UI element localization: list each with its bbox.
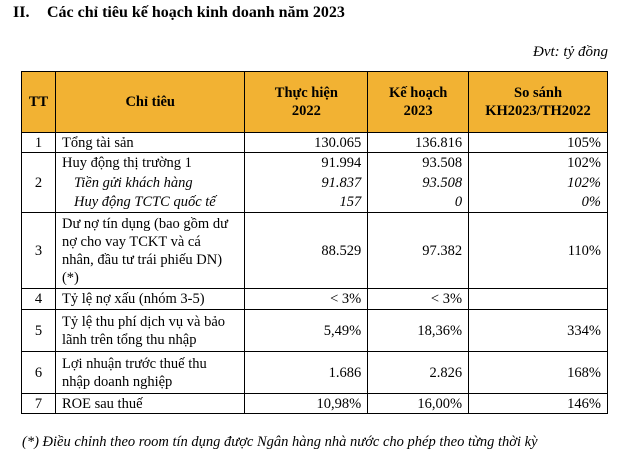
- row-so-sanh: 102%: [469, 153, 608, 173]
- row-label: ROE sau thuế: [55, 394, 245, 414]
- table-row: [22, 352, 608, 394]
- table-subrow: [22, 193, 608, 213]
- row-so-sanh: 146%: [469, 394, 608, 414]
- section-number: II.: [13, 4, 30, 21]
- table-subrow: [22, 173, 608, 193]
- section-heading: [13, 4, 345, 22]
- footnote: (*) Điều chỉnh theo room tín dụng được Ngân hàng nhà nước cho phép theo từng thời kỳ: [22, 434, 538, 450]
- table-row: [22, 289, 608, 310]
- row-label: Lợi nhuận trước thuế thu nhập doanh nghiệp: [55, 352, 245, 394]
- row-thuc-hien: 1.686: [245, 352, 368, 394]
- table-row: [22, 213, 608, 289]
- row-label: Tiền gửi khách hàng: [55, 173, 245, 193]
- row-ke-hoach: < 3%: [368, 289, 469, 310]
- row-label: Huy động thị trường 1: [55, 153, 245, 173]
- row-label: Tổng tài sản: [55, 133, 245, 153]
- header-so-sanh: So sánh KH2023/TH2022: [469, 72, 608, 133]
- table-header-row: [22, 72, 608, 133]
- row-ke-hoach: 97.382: [368, 213, 469, 289]
- row-so-sanh: 110%: [469, 213, 608, 289]
- table-row: [22, 394, 608, 414]
- row-ke-hoach: 0: [368, 193, 469, 213]
- row-thuc-hien: < 3%: [245, 289, 368, 310]
- row-so-sanh: 334%: [469, 310, 608, 352]
- row-number: 1: [22, 133, 56, 153]
- row-ke-hoach: 136.816: [368, 133, 469, 153]
- row-thuc-hien: 10,98%: [245, 394, 368, 414]
- row-thuc-hien: 91.837: [245, 173, 368, 193]
- row-so-sanh: 102%: [469, 173, 608, 193]
- row-label: Dư nợ tín dụng (bao gồm dư nợ cho vay TCKT và cá nhân, đầu tư trái phiếu DN) (*): [55, 213, 245, 289]
- section-title: Các chỉ tiêu kế hoạch kinh doanh năm 2023: [47, 4, 345, 21]
- row-ke-hoach: 16,00%: [368, 394, 469, 414]
- row-number: 6: [22, 352, 56, 394]
- unit-label: Đvt: tỷ đồng: [533, 44, 608, 60]
- table-row: [22, 133, 608, 153]
- row-ke-hoach: 93.508: [368, 153, 469, 173]
- row-number: 2: [22, 153, 56, 213]
- header-thuc-hien: Thực hiện 2022: [245, 72, 368, 133]
- row-so-sanh: [469, 289, 608, 310]
- business-plan-table: [21, 71, 608, 414]
- table-row: [22, 153, 608, 173]
- row-thuc-hien: 157: [245, 193, 368, 213]
- row-so-sanh: 168%: [469, 352, 608, 394]
- row-label: Tỷ lệ nợ xấu (nhóm 3-5): [55, 289, 245, 310]
- row-so-sanh: 0%: [469, 193, 608, 213]
- header-tt: TT: [22, 72, 56, 133]
- row-thuc-hien: 130.065: [245, 133, 368, 153]
- row-label: Huy động TCTC quốc tế: [55, 193, 245, 213]
- row-number: 5: [22, 310, 56, 352]
- row-number: 3: [22, 213, 56, 289]
- header-ke-hoach: Kế hoạch 2023: [368, 72, 469, 133]
- row-ke-hoach: 18,36%: [368, 310, 469, 352]
- row-thuc-hien: 91.994: [245, 153, 368, 173]
- header-chi-tieu: Chỉ tiêu: [55, 72, 245, 133]
- row-label: Tỷ lệ thu phí dịch vụ và bảo lãnh trên tổng thu nhập: [55, 310, 245, 352]
- row-thuc-hien: 5,49%: [245, 310, 368, 352]
- table-row: [22, 310, 608, 352]
- row-number: 7: [22, 394, 56, 414]
- row-thuc-hien: 88.529: [245, 213, 368, 289]
- row-so-sanh: 105%: [469, 133, 608, 153]
- row-ke-hoach: 93.508: [368, 173, 469, 193]
- row-ke-hoach: 2.826: [368, 352, 469, 394]
- row-number: 4: [22, 289, 56, 310]
